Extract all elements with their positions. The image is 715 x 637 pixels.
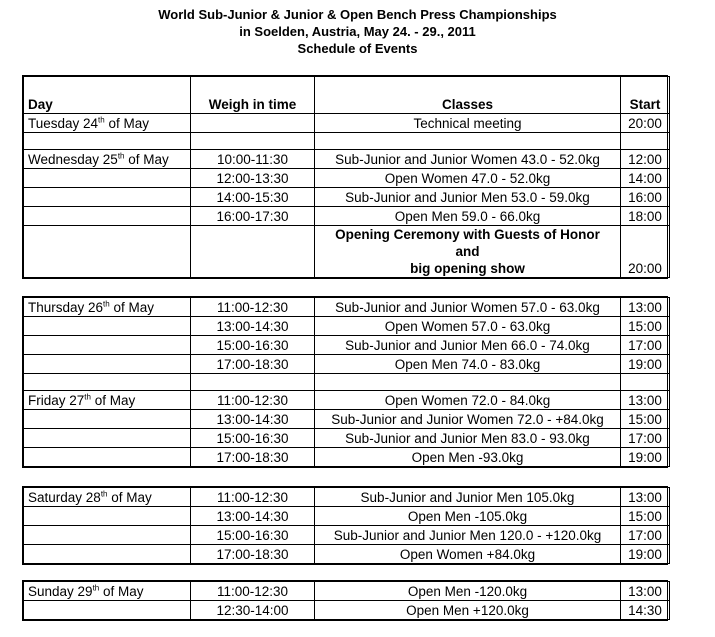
spacer-row [24, 374, 670, 391]
weigh-cell: 12:00-13:30 [191, 169, 315, 188]
table-row [24, 150, 670, 169]
table-row [24, 601, 670, 620]
document-title: World Sub-Junior & Junior & Open Bench Press Championships [158, 7, 557, 22]
day-cell: Thursday 26th of May [24, 298, 191, 317]
weigh-cell: 11:00-12:30 [191, 298, 315, 317]
start-cell: 12:00 [621, 150, 670, 169]
start-cell: 19:00 [621, 355, 670, 374]
table-row [24, 355, 670, 374]
weigh-cell: 13:00-14:30 [191, 410, 315, 429]
weigh-cell: 16:00-17:30 [191, 207, 315, 226]
col-header-start: Start [621, 77, 670, 114]
weigh-cell: 15:00-16:30 [191, 336, 315, 355]
day-cell: Wednesday 25th of May [24, 150, 191, 169]
table-row [24, 507, 670, 526]
class-cell: Open Women +84.0kg [315, 545, 621, 564]
table-row [24, 169, 670, 188]
table-row [24, 207, 670, 226]
table-row [24, 545, 670, 564]
weigh-cell: 15:00-16:30 [191, 526, 315, 545]
start-cell: 15:00 [621, 410, 670, 429]
day-cell: Friday 27th of May [24, 391, 191, 410]
col-header-weigh-in: Weigh in time [191, 77, 315, 114]
schedule-table-3 [23, 487, 670, 564]
table-row [24, 429, 670, 448]
table-row [24, 391, 670, 410]
weigh-cell: 11:00-12:30 [191, 582, 315, 601]
class-cell: Open Men -105.0kg [315, 507, 621, 526]
table-row [24, 336, 670, 355]
table-row [24, 317, 670, 336]
day-cell: Saturday 28th of May [24, 488, 191, 507]
ceremony-row [24, 226, 670, 278]
start-cell: 18:00 [621, 207, 670, 226]
table-row [24, 298, 670, 317]
class-cell: Open Women 57.0 - 63.0kg [315, 317, 621, 336]
weigh-cell: 17:00-18:30 [191, 448, 315, 467]
start-cell: 17:00 [621, 429, 670, 448]
class-cell: Open Women 47.0 - 52.0kg [315, 169, 621, 188]
start-cell: 17:00 [621, 336, 670, 355]
weigh-cell [191, 114, 315, 133]
class-cell: Sub-Junior and Junior Men 105.0kg [315, 488, 621, 507]
header-row [24, 77, 670, 114]
start-cell: 16:00 [621, 188, 670, 207]
col-header-day: Day [24, 77, 191, 114]
document-subtitle: Schedule of Events [297, 41, 418, 56]
schedule-block-3 [22, 486, 668, 565]
weigh-cell: 10:00-11:30 [191, 150, 315, 169]
schedule-block-4 [22, 580, 668, 621]
table-row [24, 410, 670, 429]
class-cell: Sub-Junior and Junior Men 120.0 - +120.0kg [315, 526, 621, 545]
start-cell: 20:00 [621, 114, 670, 133]
class-cell: Sub-Junior and Junior Men 53.0 - 59.0kg [315, 188, 621, 207]
start-cell: 15:00 [621, 507, 670, 526]
start-cell: 13:00 [621, 582, 670, 601]
class-cell: Open Men +120.0kg [315, 601, 621, 620]
start-cell: 20:00 [621, 226, 670, 278]
spacer-row [24, 133, 670, 150]
class-cell: Sub-Junior and Junior Women 72.0 - +84.0kg [315, 410, 621, 429]
start-cell: 14:30 [621, 601, 670, 620]
class-cell: Open Women 72.0 - 84.0kg [315, 391, 621, 410]
table-row [24, 188, 670, 207]
table-row [24, 114, 670, 133]
document-location: in Soelden, Austria, May 24. - 29., 2011 [239, 24, 476, 39]
class-cell: Technical meeting [315, 114, 621, 133]
table-row [24, 448, 670, 467]
day-cell: Tuesday 24th of May [24, 114, 191, 133]
schedule-block-2 [22, 296, 668, 468]
start-cell: 13:00 [621, 391, 670, 410]
schedule-table-1 [23, 76, 670, 278]
weigh-cell: 12:30-14:00 [191, 601, 315, 620]
weigh-cell: 11:00-12:30 [191, 488, 315, 507]
weigh-cell: 14:00-15:30 [191, 188, 315, 207]
start-cell: 13:00 [621, 298, 670, 317]
table-row [24, 582, 670, 601]
class-cell: Open Men -120.0kg [315, 582, 621, 601]
start-cell: 17:00 [621, 526, 670, 545]
ceremony-cell: Opening Ceremony with Guests of Honor and big opening show [315, 226, 621, 278]
weigh-cell: 17:00-18:30 [191, 355, 315, 374]
class-cell: Sub-Junior and Junior Women 43.0 - 52.0kg [315, 150, 621, 169]
schedule-block-1 [22, 75, 668, 279]
start-cell: 13:00 [621, 488, 670, 507]
start-cell: 14:00 [621, 169, 670, 188]
class-cell: Sub-Junior and Junior Women 57.0 - 63.0kg [315, 298, 621, 317]
table-row [24, 488, 670, 507]
weigh-cell: 17:00-18:30 [191, 545, 315, 564]
schedule-table-2 [23, 297, 670, 467]
class-cell: Sub-Junior and Junior Men 83.0 - 93.0kg [315, 429, 621, 448]
col-header-classes: Classes [315, 77, 621, 114]
table-row [24, 526, 670, 545]
schedule-table-4 [23, 581, 670, 620]
class-cell: Sub-Junior and Junior Men 66.0 - 74.0kg [315, 336, 621, 355]
day-cell: Sunday 29th of May [24, 582, 191, 601]
start-cell: 19:00 [621, 448, 670, 467]
start-cell: 19:00 [621, 545, 670, 564]
weigh-cell: 13:00-14:30 [191, 317, 315, 336]
class-cell: Open Men 74.0 - 83.0kg [315, 355, 621, 374]
class-cell: Open Men -93.0kg [315, 448, 621, 467]
class-cell: Open Men 59.0 - 66.0kg [315, 207, 621, 226]
start-cell: 15:00 [621, 317, 670, 336]
weigh-cell: 11:00-12:30 [191, 391, 315, 410]
weigh-cell: 15:00-16:30 [191, 429, 315, 448]
weigh-cell: 13:00-14:30 [191, 507, 315, 526]
